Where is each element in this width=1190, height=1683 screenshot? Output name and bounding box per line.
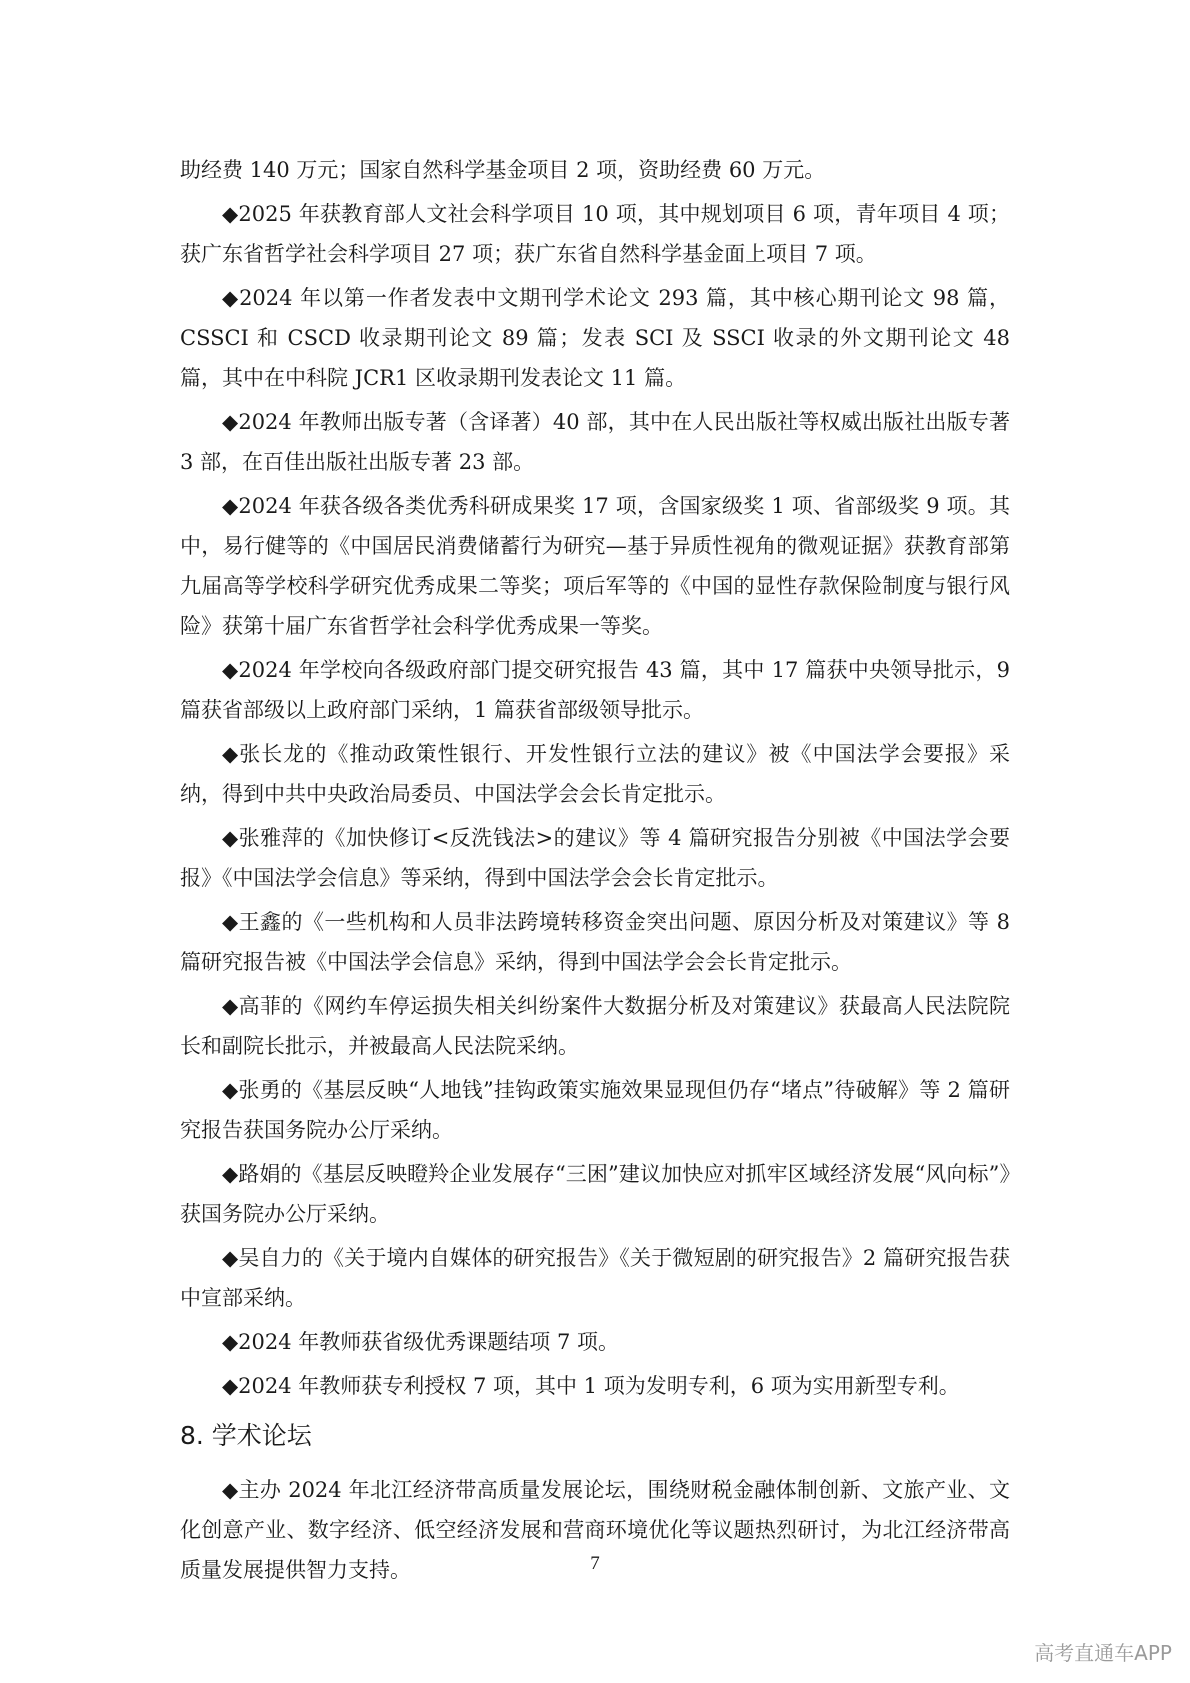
paragraph-journal-papers: ◆2024 年以第一作者发表中文期刊学术论文 293 篇，其中核心期刊论文 98 篇，CSSCI 和 CSCD 收录期刊论文 89 篇；发表 SCI 及 SSCI 收录的外文期刊论文 48 篇，其中在中科院 JCR1 区收录期刊发表论文 11 篇。 [180, 286, 1010, 390]
section-heading-academic-forum: 8. 学术论坛 [180, 1421, 312, 1450]
paragraph-humanities-projects: ◆2025 年获教育部人文社会科学项目 10 项，其中规划项目 6 项，青年项目 4 项；获广东省哲学社会科学项目 27 项；获广东省自然科学基金面上项目 7 项。 [180, 202, 1010, 266]
paragraph-funding-continuation: 助经费 140 万元；国家自然科学基金项目 2 项，资助经费 60 万元。 [180, 158, 826, 182]
paragraph-zhang-yaping: ◆张雅萍的《加快修订<反洗钱法>的建议》等 4 篇研究报告分别被《中国法学会要报》《中国法学会信息》等采纳，得到中国法学会会长肯定批示。 [180, 826, 1010, 890]
document-body [180, 150, 1010, 1594]
paragraph-zhang-yong: ◆张勇的《基层反映“人地钱”挂钩政策实施效果显现但仍存“堵点”待破解》等 2 篇研究报告获国务院办公厅采纳。 [180, 1078, 1010, 1142]
paragraph-research-reports: ◆2024 年学校向各级政府部门提交研究报告 43 篇，其中 17 篇获中央领导批示，9 篇获省部级以上政府部门采纳，1 篇获省部级领导批示。 [180, 658, 1010, 722]
paragraph-patents: ◆2024 年教师获专利授权 7 项，其中 1 项为发明专利，6 项为实用新型专利。 [222, 1374, 960, 1398]
watermark: 高考直通车APP [1034, 1641, 1172, 1665]
paragraph-provincial-projects: ◆2024 年教师获省级优秀课题结项 7 项。 [222, 1330, 619, 1354]
paragraph-gao-fei: ◆高菲的《网约车停运损失相关纠纷案件大数据分析及对策建议》获最高人民法院院长和副院长批示，并被最高人民法院采纳。 [180, 994, 1010, 1058]
paragraph-lu-juan: ◆路娟的《基层反映瞪羚企业发展存“三困”建议加快应对抓牢区域经济发展“风向标”》获国务院办公厅采纳。 [180, 1162, 1010, 1226]
page-number: 7 [590, 1553, 600, 1574]
paragraph-wang-xin: ◆王鑫的《一些机构和人员非法跨境转移资金突出问题、原因分析及对策建议》等 8 篇研究报告被《中国法学会信息》采纳，得到中国法学会会长肯定批示。 [180, 910, 1010, 974]
paragraph-wu-zili: ◆吴自力的《关于境内自媒体的研究报告》《关于微短剧的研究报告》2 篇研究报告获中宣部采纳。 [180, 1246, 1010, 1310]
paragraph-beijiang-forum: ◆主办 2024 年北江经济带高质量发展论坛，围绕财税金融体制创新、文旅产业、文化创意产业、数字经济、低空经济发展和营商环境优化等议题热烈研讨，为北江经济带高质量发展提供智力支持。 [180, 1478, 1010, 1582]
paragraph-zhang-changlong: ◆张长龙的《推动政策性银行、开发性银行立法的建议》被《中国法学会要报》采纳，得到中共中央政治局委员、中国法学会会长肯定批示。 [180, 742, 1010, 806]
paragraph-research-awards: ◆2024 年获各级各类优秀科研成果奖 17 项，含国家级奖 1 项、省部级奖 9 项。其中，易行健等的《中国居民消费储蓄行为研究—基于异质性视角的微观证据》获教育部第九届高等学校科学研究优秀成果二等奖；项后军等的《中国的显性存款保险制度与银行风险》获第十届广东省哲学社会科学优秀成果一等奖。 [180, 494, 1010, 638]
paragraph-monographs: ◆2024 年教师出版专著（含译著）40 部，其中在人民出版社等权威出版社出版专著 3 部，在百佳出版社出版专著 23 部。 [180, 410, 1010, 474]
